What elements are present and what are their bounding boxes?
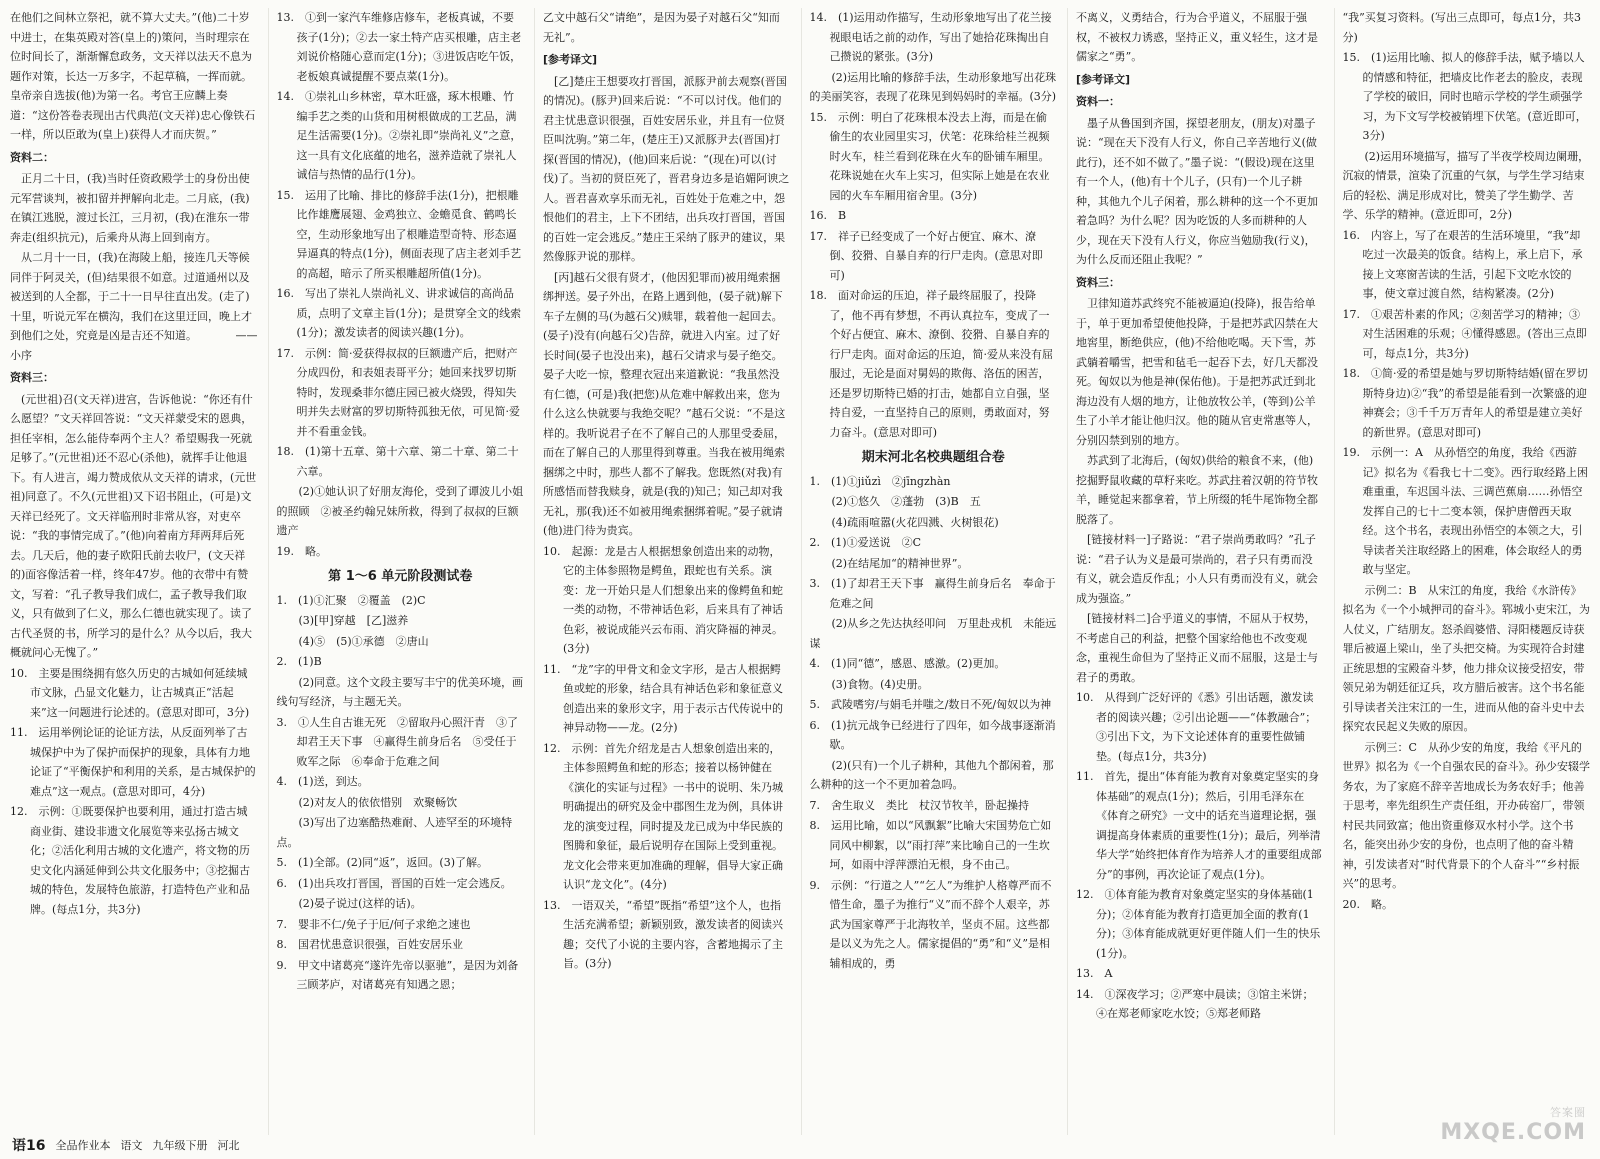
answer-entry: 11. 首先，提出“体育能为教育对象奠定坚实的身体基础”的观点(1分)；然后，引用毛泽东在《体育之研究》一文中的话充当道理论据，强调提高身体素质的重要性(1分)；最后，列举清华大学“始终把体育作为培养人才的重要组成部分”的事例，再次论证了观点(1分)。	[1076, 770, 1322, 881]
answer-entry: 13. ①到一家汽车维修店修车，老板真诚，不要孩子(1分)；②去一家土特产店买根雕，店主老刘说价格随心意而定(1分)；③进饭店吃午饭，老板娘真诚提醒不要点菜(1分)。	[276, 11, 522, 83]
answer-entry: 17. ①艰苦朴素的作风；②刻苦学习的精神；③对生活困难的乐观；④懂得感恩。(答出三点即可，每点1分，共3分)	[1342, 307, 1587, 360]
answer-entry: 示例二：B 从宋江的角度，我给《水浒传》拟名为《一个小城押司的奋斗》。郓城小吏宋江，为人仗义，广结朋友。怒杀阎婆惜、浔阳楼题反诗获罪后被逼上梁山，坐了头把交椅。为实现符合封建正统思想的宝殿奋斗梦，他力排众议接受招安，带领兄弟为朝廷征辽兵，攻方腊后被害。这个书名能引导读者关注宋江的一生，进而从他的奋斗史中去探究农民起义失败的原因。	[1342, 583, 1590, 733]
answer-entry: 7. 舍生取义 类比 杖汉节牧羊，卧起操持	[809, 798, 1029, 812]
answer-entry: 19. 示例一：A 从孙悟空的角度，我给《西游记》拟名为《看我七十二变》。西行取经路上困难重重，车迟国斗法、三调芭蕉扇……孙悟空发挥自己的七十二变本领，保护唐僧西天取经。这个书名，表现出孙悟空的本领之大，引导读者关注取经路上的困难，体会取经人的勇敢与坚定。	[1342, 446, 1588, 576]
answer-entry: 7. 婴非不仁/免子于厄/何子求绝之速也	[276, 917, 471, 931]
answer-entry: 13. 一语双关，“希望”既指“希望”这个人，也指生活充满希望；新颖别致，激发读者的阅读兴趣；交代了小说的主要内容，含蓄地揭示了主旨。(3分)	[543, 898, 783, 970]
answer-entry: 17. 示例：简·爱获得叔叔的巨额遗产后，把财产分成四份，和表姐表哥平分；她回来找罗切斯特时，发现桑菲尔德庄园已被火烧毁，得知失明并失去财富的罗切斯特孤独无依，可见简·爱并不看重金钱。	[276, 346, 520, 438]
section-heading: 资料一：	[1076, 95, 1120, 108]
answer-entry: 12. ①体育能为教育对象奠定坚实的身体基础(1分)；②体育能为教育打造更加全面的教育(1分)；③体育能成就更好更伴随人们一生的快乐(1分)。	[1076, 888, 1321, 960]
answer-entry: 6. (1)抗元战争已经进行了四年，如今战事逐渐消歇。	[809, 718, 1056, 751]
answer-entry: 20. 略。	[1342, 897, 1393, 911]
answer-entry: 从二月十一日，(我)在海陵上船，接连几天等候同伴于阿灵关，(但)结果很不如意。过道通州以及被送到的人全都，于二十一日早往直出发。(走了)十里，听说元军在横沟，我们在这里迂回，晚上才到他们之处，究竟是凶是吉还不知道。 ——小序	[10, 251, 258, 362]
answer-entry: 12. 示例：首先介绍龙是古人想象创造出来的，主体参照鳄鱼和蛇的形态；接着以杨钟健在《演化的实证与过程》一书中的说明、朱乃城明确提出的研究及金中郡图生龙为例，具体讲龙的演变过程，同时提及龙已成为中华民族的图腾和象征，最后说明存在国际上受到重视。龙文化会带来更加准确的理解，倡导大家正确认识“龙文化”。(4分)	[543, 741, 783, 891]
answer-entry: 10. 起源：龙是古人根据想象创造出来的动物，它的主体参照物是鳄鱼，跟蛇也有关系。演变：龙一开始只是人们想象出来的像鳄鱼和蛇一类的动物，不带神话色彩，后来具有了神话色彩，被说成能兴云布雨、消灾降福的神灵。(3分)	[543, 544, 783, 655]
answer-entry: 15. 示例：明白了花珠根本没去上海，而是在偷偷生的农业园里实习，伏笔：花珠给桂兰视频时火车，桂兰看到花珠在火车的卧铺车厢里。花珠说她在火车上实习，但实际上她是在农业园的火车车厢用宿舍里。(3分)	[809, 110, 1050, 202]
answer-entry: (2)①悠久 ②蓬勃 (3)B 五	[809, 495, 981, 508]
section-heading: [参考译文]	[1076, 72, 1131, 86]
answer-entry: [链接材料二]合乎道义的事情，不屈从于权势，不考虑自己的利益，把整个国家给他也不改变观念，重视生命但为了坚持正义而不屈服，这是士与君子的勇敢。	[1076, 612, 1318, 684]
answer-entry: 18. ①简·爱的希望是她与罗切斯特结婚(留在罗切斯特身边)②“我”的希望是能看到一次繁盛的迎神赛会；③千千万万青年人的希望是建立美好的新世界。(意思对即可)	[1342, 367, 1588, 439]
test-title: 期末河北名校典题组合卷	[861, 450, 1005, 465]
answer-entry: (3)食物。(4)史册。	[809, 677, 929, 691]
answer-entry: [乙]楚庄王想要攻打晋国，派豚尹前去观察(晋国的情况)。(豚尹)回来后说：“不可以讨伐。他们的君主忧患意识很强，百姓安居乐业，并且有一位贤臣叫沈驹。”第二年，(楚庄王)又派豚尹去(晋国)打探(晋国的情况)，(他)回来后说：“(现在)可以(讨伐)了。当初的贤臣死了，晋君身边多是谄媚阿谀之人。晋君喜欢享乐而无礼，百姓处于危难之中，怨恨他们的君主，上下不团结，出兵攻打晋国，晋国的百姓一定会逃反。”楚庄王采纳了豚尹的建议，果然像豚尹说的那样。	[543, 74, 790, 263]
answer-entry: 苏武到了北海后，(匈奴)供给的粮食不来，(他)挖掘野鼠收藏的草籽来吃。苏武拄着汉朝的符节牧羊，睡觉起来都拿着，节上所缀的牦牛尾饰物全都脱落了。	[1076, 454, 1318, 526]
answer-entry: 1. (1)①jiǔzì ②jīngzhàn	[809, 474, 951, 488]
answer-entry: 4. (1)送，到达。	[276, 775, 369, 788]
answer-entry: (3)写出了边塞酷热难耐、人迹罕至的环境特点。	[276, 816, 513, 849]
answer-entry: 正月二十日，(我)当时任资政殿学士的身份出使元军营谈判，被扣留并押解向北走。二月底，(我)在镇江逃脱，渡过长江，三月初，(我)在淮东一带奔走(组织抗元)，后乘舟从海上回到南方。	[10, 172, 250, 244]
answer-entry: (2)(只有)一个儿子耕种，其他九个都闲着，那么耕种的这一个不更加着急吗。	[809, 758, 1054, 791]
answer-entry: 10. 主要是围绕拥有悠久历史的古城如何延续城市文脉，凸显文化魅力，让古城真正“活起来”这一问题进行论述的。(意思对即可，3分)	[10, 666, 250, 719]
answer-entry: 5. 武陵嗜穷/与娟毛并嗤之/数日不死/匈奴以为神	[809, 698, 1052, 711]
answer-entry: “我”买复习资料。(写出三点即可，每点1分，共3分)	[1342, 11, 1582, 44]
answer-entry: 13. A	[1076, 967, 1113, 980]
section-heading: 资料三：	[1076, 275, 1120, 289]
answer-entry: (3)[甲]穿越 [乙]滋养	[276, 614, 409, 627]
answer-entry: 10. 从得到广泛好评的《悉》引出话题，激发读者的阅读兴趣；②引出论题——“体教融合”；③引出下文，为下文论述体育的重要性做铺垫。(每点1分，共3分)	[1076, 691, 1317, 763]
answer-entry: (2)晏子说过(这样的话)。	[276, 897, 422, 910]
answer-entry: 卫律知道苏武终究不能被逼迫(投降)，报告给单于，单于更加希望使他投降，于是把苏武囚禁在大地窖里，断绝供应，(他)不给他吃喝。天下雪，苏武躺着嚼雪，把雪和毡毛一起吞下去，好几天都没死。匈奴以为他是神(保佑他)。于是把苏武迁到北海边没有人烟的地方，让他放牧公羊，(等到)公羊生了小羊才能让他归汉。他的随从官吏常惠等人，分别囚禁到别的地方。	[1076, 297, 1318, 447]
answer-entry: 6. (1)出兵攻打晋国，晋国的百姓一定会逃反。	[276, 876, 512, 890]
answer-entry: 14. (1)运用动作描写，生动形象地写出了花兰接视眼电话之前的动作，写出了她拾花珠掏出自己攒说的紧张。(3分)	[809, 11, 1052, 63]
answer-entry: 9. 示例：“行道之人”“乞人”为维护人格尊严而不惜生命，墨子为推行“义”而不辞个人艰辛，苏武为国家尊严于北海牧羊，坚贞不屈。这些都是以义为先之人。儒家提倡的“勇”和“义”是相辅相成的，勇	[809, 878, 1052, 970]
answer-entry: 9. 甲文中诸葛亮“遂许先帝以驱驰”，是因为刘备三顾茅庐，对诸葛亮有知遇之恩；	[276, 958, 519, 991]
page-footer	[12, 1135, 239, 1155]
answer-entry: (元世祖)召(文天祥)进宫，告诉他说：“你还有什么愿望？”文天祥回答说：“文天祥蒙受宋的恩典，担任宰相，怎么能侍奉两个主人？希望赐我一死就足够了。”(元世祖)还不忍心(杀他)，就挥手让他退下。有人进言，竭力赞成依从文天祥的请求，(元世祖)同意了。不久(元世祖)又下诏书阻止，(可是)文天祥已经死了。文天祥临刑时非常从容，对吏卒说：“我的事情完成了。”(他)向着南方拜两拜后死去。几天后，他的妻子欧阳氏前去收尸，(文天祥的)面容像活着一样，终年47岁。他的衣带中有赞文，写着：“孔子教导我们成仁，孟子教导我们取义，只有做到了仁义，那么仁德也就实现了。读了古代圣贤的书，所学习的是什么？从今以后，我大概就问心无愧了。”	[10, 392, 257, 659]
answer-entry: 2. (1)B	[276, 655, 322, 668]
answer-entry: 14. ①深夜学习；②严寒中晨读；③馆主米饼；④在郑老师家吃水饺；⑤郑老师路	[1076, 987, 1314, 1020]
region-name: 河北	[217, 1139, 240, 1152]
answer-entry: 8. 国君忧患意识很强，百姓安居乐业	[276, 938, 463, 951]
answer-entry: [链接材料一]子路说：“君子崇尚勇敢吗？”孔子说：“君子认为义是最可崇尚的，君子只有勇而没有义，就会造反作乱；小人只有勇而没有义，就会成为强盗。”	[1076, 533, 1318, 605]
answer-entry: 2. (1)①爱送说 ②C	[809, 536, 921, 549]
watermark-sub: 答案圈	[1550, 1106, 1586, 1119]
grade-name: 九年级下册	[152, 1139, 208, 1152]
answer-entry: 16. 写出了崇礼人崇尚礼义、讲求诚信的高尚品质，点明了文章主旨(1分)；是贯穿全文的线索(1分)；激发读者的阅读兴趣(1分)。	[276, 287, 522, 339]
answer-entry: 11. “龙”字的甲骨文和金文字形，是古人根据鳄鱼或蛇的形象，结合具有神话色彩和象征意义创造出来的象形文字，用于表示古代传说中的神异动物——龙。(2分)	[543, 662, 783, 734]
answer-entry: 在他们之间林立祭祀，就不算大丈夫。”(他)二十岁中进士，在集英殿对答(皇上的)策问，当时理宗在位时间长了，渐渐懈怠政务，文天祥以法天不息为题作对策，长达一万多字，不起草稿，一挥而就。皇帝亲自选拔(他)为第一名。考官王应麟上奏道：“这份答卷表现出古代典范(文天祥)忠心像铁石一样，所以臣敢为(皇上)获得人才而庆贺。”	[10, 11, 256, 141]
answer-entry: (2)运用比喻的修辞手法，生动形象地写出花珠的美丽笑容，表现了花珠见到妈妈时的幸福。(3分)	[809, 70, 1057, 103]
answer-entry: 15. (1)运用比喻、拟人的修辞手法，赋予墙以人的情感和特征，把墙皮比作老去的脸皮，表现了学校的破旧，同时也暗示学校的学生顽强学习，为下文写学校被销埋下伏笔。(意近即可，3分)	[1342, 51, 1587, 142]
answer-entry: 3. ①人生自古谁无死 ②留取丹心照汗青 ③了却君王天下事 ④赢得生前身后名 ⑤受任于败军之际 ⑥奉命于危难之间	[276, 715, 518, 768]
answer-entry: 14. ①崇礼山乡林密，草木旺盛，琢木根雕、竹编手艺之类的山货和用树根做成的工艺品，满足生活需要(1分)。②崇礼即“崇尚礼义”之意，这一具有文化底蕴的地名，滋养造就了崇礼人诚信与热情的品行(1分)。	[276, 90, 522, 181]
answer-entry: 3. (1)了却君王天下事 赢得生前身后名 奉命于危难之间	[809, 577, 1056, 610]
answer-entry: (2)运用环境描写，描写了半夜学校周边阑珊，沉寂的情景，渲染了沉重的气氛，与学生学习结束后的轻松、满足形成对比，赞美了学生勤学、苦学、乐学的精神。(意近即可，2分)	[1342, 149, 1590, 221]
section-heading: 资料三：	[10, 371, 54, 384]
answer-entry: 15. 运用了比喻、排比的修辞手法(1分)，把根雕比作雄鹰展翅、金鸡独立、金蟾觅食、鹤鸣长空，生动形象地写出了根雕造型奇特、形态逼异逼真的特点(1分)，侧面表现了店主老刘手艺的高超，暗示了所买根雕超所值(1分)。	[276, 188, 522, 280]
answer-entry: (2)在结尾加“的精神世界”。	[809, 556, 969, 570]
answer-entry: 18. 面对命运的压迫，祥子最终屈服了，投降了，他不再有梦想，不再认真拉车，变成了一个好占便宜、麻木、潦倒、狡猾、自暴自弃的行尸走肉。面对命运的压迫，简·爱从来没有屈服过，无论是面对舅妈的欺侮、洛伍的困苦，还是罗切斯特已婚的打击，她都自立自强，坚持自爱，一直坚持自己的原则，勇敢面对，努力奋斗。(意思对即可)	[809, 289, 1053, 439]
answer-entry: 1. (1)①汇聚 ②覆盖 (2)C	[276, 593, 426, 607]
answer-entry: (2)从乡之先达执经叩问 万里赴戎机 未能远谋	[809, 617, 1057, 650]
answer-entry: 不离义，义勇结合，行为合乎道义，不屈服于强权，不被权力诱惑，坚持正义，重义轻生，这才是儒家之“勇”。	[1076, 11, 1318, 63]
series-name: 全品作业本	[55, 1139, 111, 1152]
test-title: 第 1～6 单元阶段测试卷	[328, 569, 473, 584]
page-number: 语16	[12, 1138, 46, 1154]
column-6	[1334, 8, 1591, 1135]
answer-entry: 5. (1)全部。(2)同“返”，返回。(3)了解。	[276, 856, 488, 869]
answer-entry: 17. 祥子已经变成了一个好占便宜、麻木、潦倒、狡猾、自暴自弃的行尸走肉。(意思对即可)	[809, 229, 1043, 282]
answer-entry: 19. 略。	[276, 544, 327, 558]
answer-entry: (4)疏雨喧嚣(火花四溅、火树银花)	[809, 515, 999, 529]
answer-entry: 4. (1)同“德”，感恩、感激。(2)更加。	[809, 657, 1006, 670]
answer-entry: (2)对友人的依依惜别 欢聚畅饮	[276, 795, 458, 809]
site-watermark	[1440, 1104, 1586, 1145]
section-heading: 资料二：	[10, 150, 54, 164]
answer-entry: (4)⑤ (5)①承德 ②唐山	[276, 634, 429, 648]
answer-entry: 16. 内容上，写了在艰苦的生活环境里，“我”却吃过一次最美的饭食。结构上，承上启下，承接上文寒窗苦读的生活，引起下文吃水饺的事，使文章过渡自然，结构紧凑。(2分)	[1342, 228, 1583, 300]
answer-entry: 墨子从鲁国到齐国，探望老朋友，(朋友)对墨子说：“现在天下没有人行义，你自己辛苦地行义(做此行)，还不如不做了。”墨子说：“(假设)现在这里有一个人，(他)有十个儿子，(只有)一个儿子耕种，其他九个儿子闲着，那么耕种的这一个不更加着急吗？为什么呢？因为吃饭的人多而耕种的人少，现在天下没有人行义，你应当勉励我(行义)，为什么反而还阻止我呢？”	[1076, 116, 1318, 266]
answer-entry: 8. 运用比喻，如以“风飘絮”比喻大宋国势危亡如同风中柳絮，以“雨打萍”来比喻自己的一生坎坷，如雨中浮萍漂泊无根，身不由己。	[809, 819, 1052, 871]
column-1	[10, 8, 258, 1135]
answer-entry: 16. B	[809, 209, 847, 222]
answer-entry: (2)同意。这个文段主要写丰宁的优美环境，画线句写经济，与主题无关。	[276, 675, 524, 708]
section-heading: [参考译文]	[543, 53, 598, 66]
column-5	[1067, 8, 1324, 1135]
column-3	[534, 8, 791, 1135]
answer-entry: 18. (1)第十五章、第十六章、第二十章、第二十六章。	[276, 445, 519, 478]
answer-entry: (2)①她认识了好朋友海伦，受到了谭波儿小姐的照顾 ②被圣约翰兄妹所救，得到了叔叔的巨额遗产	[276, 485, 524, 537]
watermark-main: MXQE.COM	[1440, 1120, 1586, 1145]
answer-entry: 示例三：C 从孙少安的角度，我给《平凡的世界》拟名为《一个自强农民的奋斗》。孙少安辍学务农，为了家庭不辞辛苦地成长为务农好手；他善于思考，率先组织生产责任组，开办砖窑厂，带领村民共同致富；他出资重修双水村小学。这个书名，能突出孙少安的身份，也点明了他的奋斗精神，引发读者对“时代背景下的个人奋斗”“乡村振兴”的思考。	[1342, 740, 1590, 890]
answer-entry: 12. 示例：①既要保护也要利用，通过打造古城商业街、建设非遗文化展览等来弘扬古城文化；②活化利用古城的文化遗产，将文物的历史文化内涵延伸到公共文化服务中；③挖掘古城的特色，发展特色旅游，打造特色产业和品牌。(每点1分，共3分)	[10, 805, 250, 916]
column-2	[268, 8, 525, 1135]
answer-entry: 乙文中越石父“请绝”，是因为晏子对越石父“知而无礼”。	[543, 11, 780, 44]
answer-entry: 11. 运用举例论证的论证方法，从反面列举了古城保护中为了保护而保护的现象，具体有力地论证了“平衡保护和利用的关系，是古城保护的难点”这一观点。(意思对即可，4分)	[10, 726, 256, 798]
column-4	[801, 8, 1058, 1135]
subject-name: 语文	[120, 1139, 143, 1152]
answer-entry: [丙]越石父很有贤才，(他因犯罪而)被用绳索捆绑押送。晏子外出，在路上遇到他，(晏子就)解下车子左侧的马(为越石父)赎罪，载着他一起回去。(晏子)没有(向越石父)告辞，就进入内室。过了好长时间(晏子也没出来)，越石父请求与晏子绝交。晏子大吃一惊，整理衣冠出来道歉说：“我虽然没有仁德，(可是)我(把您)从危难中解救出来，您为什么这么快就要与我绝交呢？”越石父说：“不是这样的。我听说君子在不了解自己的人那里受委屈，而在了解自己的人那里得到尊重。当我在被用绳索捆绑之中时，那些人都不了解我。您既然(对我)有所感悟而替我赎身，就是(我的)知己；知己却对我无礼，那(我)还不如被用绳索捆绑着呢。”晏子就请(他)进门待为贵宾。	[543, 270, 786, 537]
